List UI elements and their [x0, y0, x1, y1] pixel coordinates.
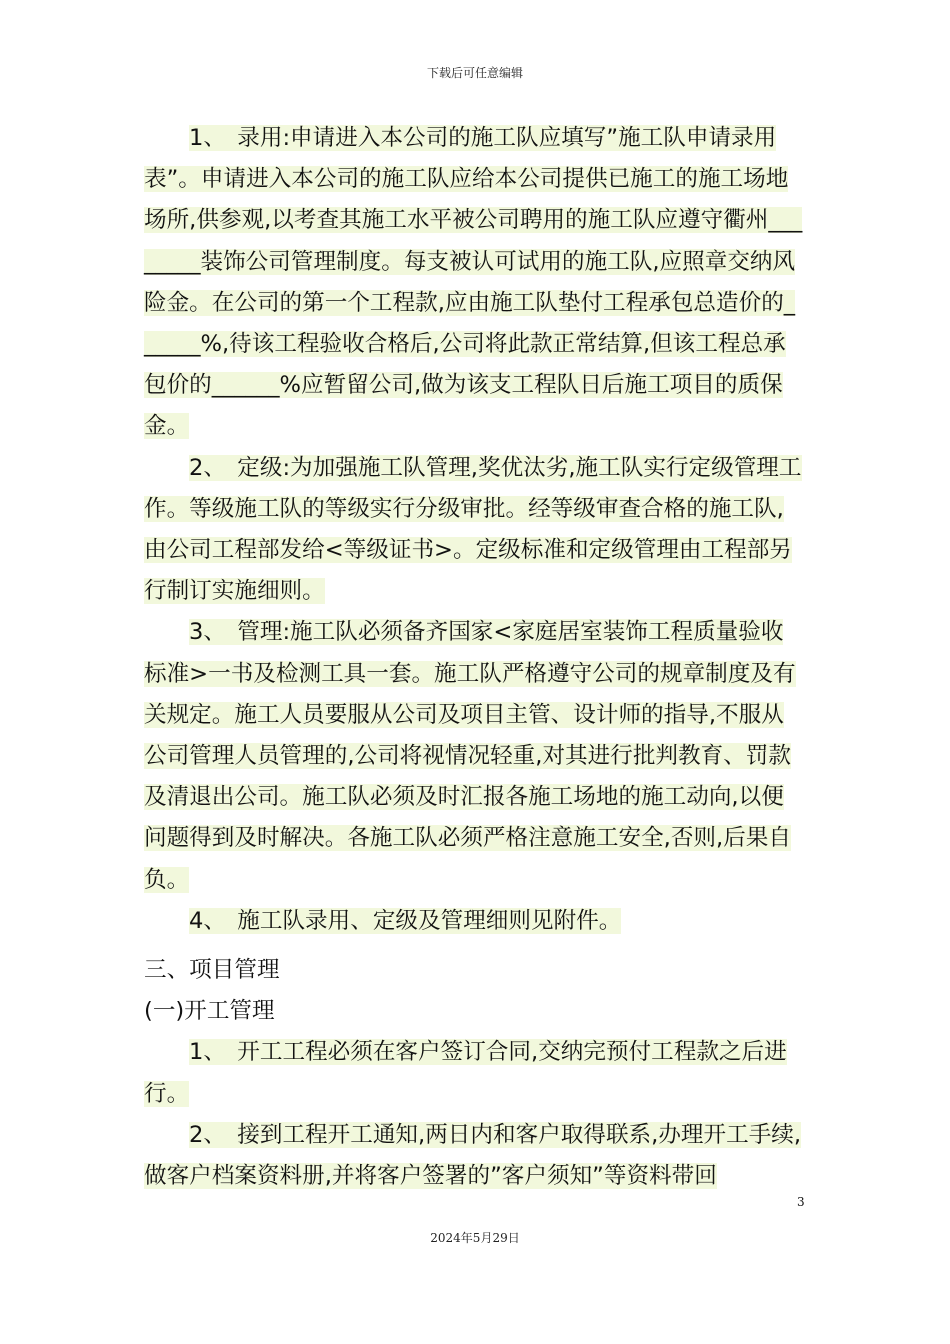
page-number: 3 [797, 1195, 805, 1209]
paragraph-management: 3、 管理:施工队必须备齐国家<家庭居室装饰工程质量验收标准>一书及检测工具一套。施工队严格遵守公司的规章制度及有关规定。施工人员要服从公司及项目主管、设计师的指导,不服从公司管理人员管理的,公司将视情况轻重,对其进行批判教育、罚款及清退出公司。施工队必须及时汇报各施工场地的施工动向,以便问题得到及时解决。各施工队必须严格注意施工安全,否则,后果自负。 [144, 619, 796, 893]
subsection-heading: (一)开工管理 [144, 998, 275, 1025]
footer-date: 2024年5月29日 [430, 1231, 520, 1245]
paragraph-grading: 2、 定级:为加强施工队管理,奖优汰劣,施工队实行定级管理工作。等级施工队的等级实行分级审批。经等级审查合格的施工队,由公司工程部发给<等级证书>。定级标准和定级管理由工程部另行制订实施细则。 [144, 454, 802, 605]
paragraph-recruitment: 1、 录用:申请进入本公司的施工队应填写”施工队申请录用表”。申请进入本公司的施工队应给本公司提供已施工的施工场地场所,供参观,以考查其施工水平被公司聘用的施工队应遵守衢州________装饰公司管理制度。每支被认可试用的施工队,应照章交纳风险金。在公司的第一个工程款,应由施工队垫付工程承包总造价的______%,待该工程验收合格后,公司将此款正常结算,但该工程总承包价的______%应暂留公司,做为该支工程队日后施工项目的质保金。 [144, 125, 803, 440]
section-heading: 三、项目管理 [144, 957, 280, 984]
page-header: 下载后可任意编辑 [426, 66, 523, 80]
paragraph-details: 4、 施工队录用、定级及管理细则见附件。 [189, 907, 622, 934]
document-body [144, 118, 804, 1197]
paragraph-start-procedure: 2、 接到工程开工通知,两日内和客户取得联系,办理开工手续,做客户档案资料册,并将客户签署的”客户须知”等资料带回 [144, 1121, 802, 1190]
paragraph-start-condition: 1、 开工工程必须在客户签订合同,交纳完预付工程款之后进行。 [144, 1039, 787, 1107]
